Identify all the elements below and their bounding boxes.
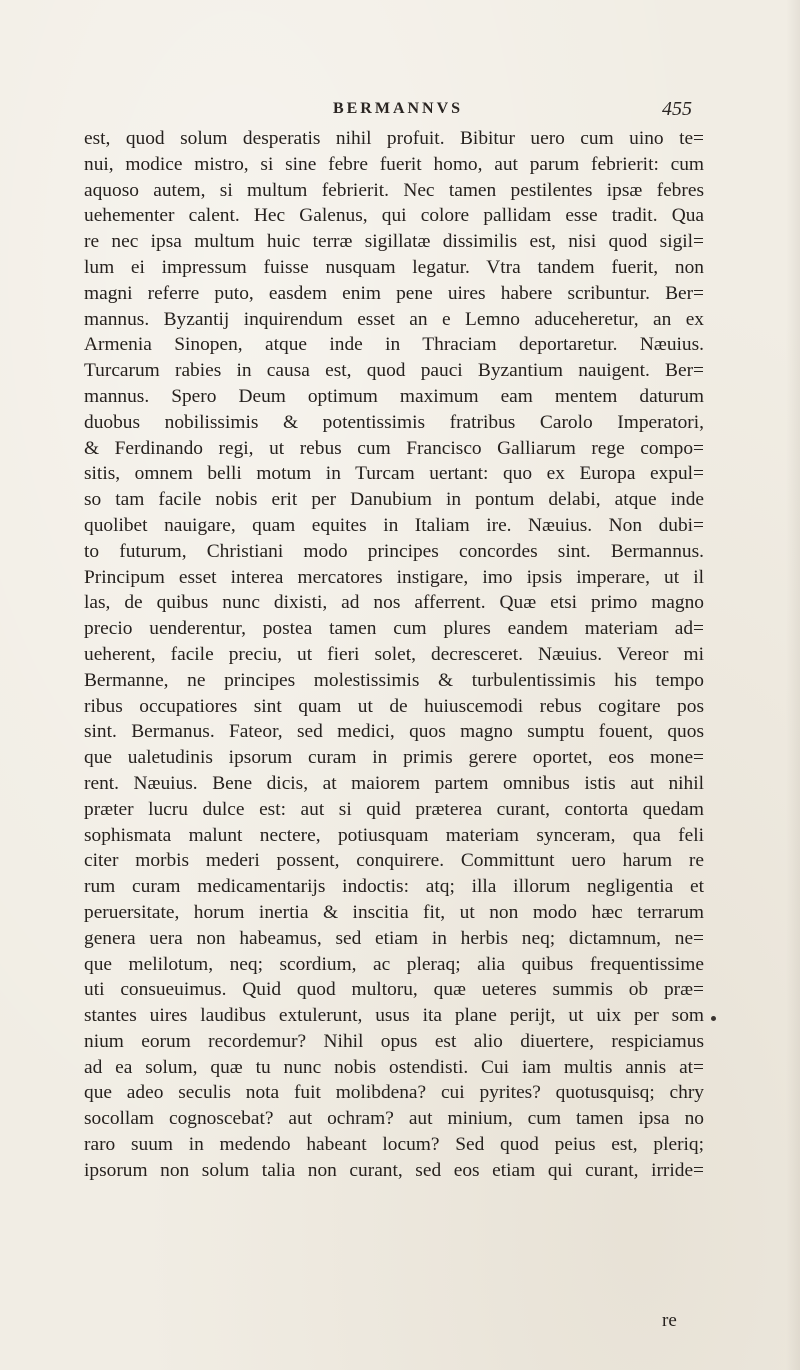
text-line: re nec ipsa multum huic terræ sigillatæ dissimilis est, nisi quod sigil=: [84, 231, 704, 253]
text-line: nui, modice mistro, si sine febre fuerit homo, aut parum febrierit: cum: [84, 153, 704, 175]
page-edge-shadow: [786, 0, 800, 1370]
text-line: est, quod solum desperatis nihil profuit. Bibitur uero cum uino te=: [84, 128, 704, 149]
text-line: peruersitate, horum inertia & inscitia fit, ut non modo hæc terrarum: [84, 901, 704, 923]
text-line: to futurum, Christiani modo principes concordes sint. Bermannus.: [84, 540, 704, 562]
text-line: que adeo seculis nota fuit molibdena? cui pyrites? quotusquisq; chry: [84, 1082, 704, 1104]
text-line: raro suum in medendo habeant locum? Sed quod peius est, pleriq;: [84, 1134, 704, 1156]
text-line: uti consueuimus. Quid quod multoru, quæ ueteres summis ob præ=: [84, 979, 704, 1001]
text-line: genera uera non habeamus, sed etiam in herbis neq; dictamnum, ne=: [84, 927, 704, 949]
text-line: ipsorum non solum talia non curant, sed eos etiam qui curant, irride=: [84, 1159, 704, 1181]
text-line: & Ferdinando regi, ut rebus cum Francisco Galliarum rege compo=: [84, 437, 704, 459]
text-line: nium eorum recordemur? Nihil opus est alio diuertere, respiciamus: [84, 1030, 704, 1052]
text-line: sitis, omnem belli motum in Turcam uertant: quo ex Europa expul=: [84, 463, 704, 485]
text-line: Bermanne, ne principes molestissimis & turbulentissimis his tempo: [84, 669, 704, 691]
text-line: duobus nobilissimis & potentissimis fratribus Carolo Imperatori,: [84, 411, 704, 433]
text-line: Principum esset interea mercatores instigare, imo ipsis imperare, ut il: [84, 566, 704, 588]
text-line: ribus occupatiores sint quam ut de huiuscemodi rebus cogitare pos: [84, 695, 704, 717]
text-line: lum ei impressum fuisse nusquam legatur. Vtra tandem fuerit, non: [84, 256, 704, 278]
text-line: præter lucru dulce est: aut si quid præterea curant, contorta quedam: [84, 798, 704, 820]
running-head: [84, 100, 692, 128]
text-line: sint. Bermanus. Fateor, sed medici, quos magno sumptu fouent, quos: [84, 721, 704, 743]
text-line: aquoso autem, si multum febrierit. Nec tamen pestilentes ipsæ febres: [84, 179, 704, 201]
text-line: que ualetudinis ipsorum curam in primis gerere oportet, eos mone=: [84, 747, 704, 769]
text-line: citer morbis mederi possent, conquirere. Committunt uero harum re: [84, 850, 704, 872]
text-line: uehementer calent. Hec Galenus, qui colore pallidam esse tradit. Qua: [84, 205, 704, 227]
text-line: precio uenderentur, postea tamen cum plures eandem materiam ad=: [84, 618, 704, 640]
text-line: stantes uires laudibus extulerunt, usus ita plane perijt, ut uix per som: [84, 1005, 704, 1027]
body-text: [84, 126, 704, 1184]
text-line: magni referre puto, easdem enim pene uires habere scribuntur. Ber=: [84, 282, 704, 304]
text-line: Armenia Sinopen, atque inde in Thraciam deportaretur. Næuius.: [84, 334, 704, 356]
text-line: mannus. Byzantij inquirendum esset an e Lemno aduceheretur, an ex: [84, 308, 704, 330]
text-line: sophismata malunt nectere, potiusquam materiam synceram, qua feli: [84, 824, 704, 846]
text-line: ueherent, facile preciu, ut fieri solet, decresceret. Næuius. Vereor mi: [84, 643, 704, 665]
page-number: 455: [662, 98, 692, 120]
text-line: rent. Næuius. Bene dicis, at maiorem partem omnibus istis aut nihil: [84, 772, 704, 794]
text-line: so tam facile nobis erit per Danubium in pontum delabi, atque inde: [84, 489, 704, 511]
text-line: Turcarum rabies in causa est, quod pauci Byzantium nauigent. Ber=: [84, 360, 704, 382]
text-line: mannus. Spero Deum optimum maximum eam mentem daturum: [84, 385, 704, 407]
text-line: socollam cognoscebat? aut ochram? aut minium, cum tamen ipsa no: [84, 1108, 704, 1130]
text-line: rum curam medicamentarijs indoctis: atq; illa illorum negligentia et: [84, 876, 704, 898]
catchword: re: [662, 1310, 677, 1331]
running-title: BERMANNVS: [332, 100, 464, 117]
text-line: ad ea solum, quæ tu nunc nobis ostendisti. Cui iam multis annis at=: [84, 1056, 704, 1078]
text-line: quolibet nauigare, quam equites in Italiam ire. Næuius. Non dubi=: [84, 514, 704, 536]
text-line: que melilotum, neq; scordium, ac pleraq; alia quibus frequentissime: [84, 953, 704, 975]
margin-mark: [711, 1016, 716, 1021]
text-line: las, de quibus nunc dixisti, ad nos afferrent. Quæ etsi primo magno: [84, 592, 704, 614]
